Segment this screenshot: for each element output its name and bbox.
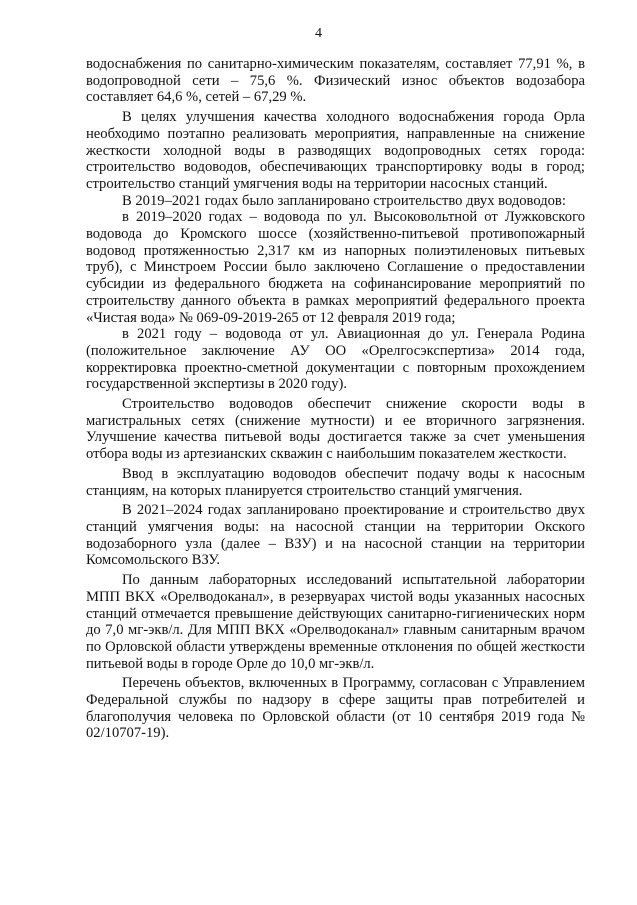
paragraph-commissioning: Ввод в эксплуатацию водоводов обеспечит подачу воды к насосным станциям, на которых планируется строительство станций умягчения. [86, 465, 585, 499]
paragraph-pipeline-2021: в 2021 году – водовода от ул. Авиационная до ул. Генерала Родина (положительное заключение АУ ОО «Орелгосэкспертиза» 2014 года, корректировка проектно-сметной документации с повторным прохождением государственной экспертизы в 2020 году). [86, 326, 585, 393]
page-number: 4 [315, 26, 322, 41]
document-body [86, 56, 585, 742]
paragraph-lab-results: По данным лабораторных исследований испытательной лаборатории МПП ВКХ «Орелводоканал», в резервуарах чистой воды указанных насосных станций отмечается превышение действующих санитарно-гигиенических норм до 7,0 мг-экв/л. Для МПП ВКХ «Орелводоканал» главным санитарным врачом по Орловской области утверждены временные отклонения по общей жесткости питьевой воды в городе Орле до 10,0 мг-экв/л. [86, 572, 585, 672]
paragraph-planned-pipelines: В 2019–2021 годах было запланировано строительство двух водоводов: [122, 192, 566, 209]
paragraph-pipeline-benefits: Строительство водоводов обеспечит снижение скорости воды в магистральных сетях (снижение мутности) и ее вторичного загрязнения. Улучшение качества питьевой воды достигается также за счет уменьшения отбора воды из артезианских скважин с наибольшим показателем жесткости. [86, 396, 585, 463]
paragraph-softening-stations: В 2021–2024 годах запланировано проектирование и строительство двух станций умягчения воды: на насосной станции на территории Окского водозаборного узла (далее – ВЗУ) и на насосной станции на территории Комсомольского ВЗУ. [86, 502, 585, 569]
paragraph-water-quality-stats: водоснабжения по санитарно-химическим показателям, составляет 77,91 %, в водопроводной сети – 75,6 %. Физический износ объектов водозабора составляет 64,6 %, сетей – 67,29 %. [86, 56, 585, 106]
paragraph-pipeline-2019-2020: в 2019–2020 годах – водовода по ул. Высоковольтной от Лужковского водовода до Кромского шоссе (хозяйственно-питьевой противопожарный водовод протяженностью 2,317 км из напорных полиэтиленовых питьевых труб), с Минстроем России было заключено Соглашение о предоставлении субсидии из федерального бюджета на софинансирование мероприятий по строительству данного объекта в рамках мероприятий федерального проекта «Чистая вода» № 069-09-2019-265 от 12 февраля 2019 года; [86, 209, 585, 326]
paragraph-approval: Перечень объектов, включенных в Программу, согласован с Управлением Федеральной службы по надзору в сфере защиты прав потребителей и благополучия человека по Орловской области (от 10 сентября 2019 года № 02/10707-19). [86, 675, 585, 742]
paragraph-improvement-goals: В целях улучшения качества холодного водоснабжения города Орла необходимо поэтапно реализовать мероприятия, направленные на снижение жесткости холодной воды в разводящих водопроводных сетях города: строительство водоводов, обеспечивающих транспортировку воды в город; строительство станций умягчения воды на территории насосных станций. [86, 109, 585, 192]
